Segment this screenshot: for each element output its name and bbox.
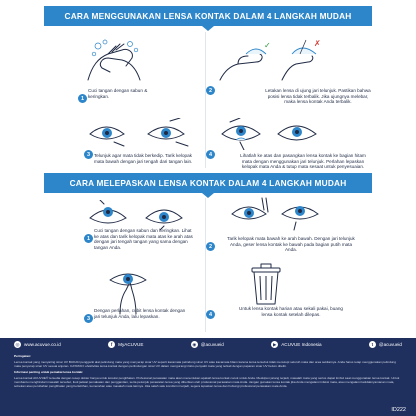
column-divider [205,198,206,332]
slide-lens-down-illustration [226,196,326,232]
fine-print-subheading: Informasi penting untuk pemakai lensa kontak: [14,370,84,374]
step-caption: Dengan perlahan, cubit lensa kontak dengan jari telunjuk Anda, lalu lepaskan. [94,308,186,319]
globe-icon: ◎ [15,341,20,347]
step-number-badge: 2 [206,86,215,95]
step-caption: Letakan lensa di ujung jari telunjuk. Pastikan bahwa posisi lensa tidak terbalik. Jika ujungnya melebar, maka lensa kontak Anda terbalik. [265,88,371,105]
insert-section-title [44,6,372,26]
step-caption: Cuci tangan dengan sabun dan keringkan. Lihat ke atas dan tarik kelopak mata atas ke arah atas dengan jari tengah tangan yang sama dengan tangan Anda. [94,228,193,250]
facebook-link[interactable]: f MyACUVUE [108,341,143,348]
twitter-icon: t [369,341,376,348]
lens-on-finger-illustration [216,36,326,82]
youtube-icon: ▶ [272,341,277,347]
svg-text:✓: ✓ [264,41,271,50]
svg-text:✗: ✗ [314,39,321,48]
banner-notch [202,26,214,31]
eye-look-up-illustration [84,200,194,230]
fine-print-paragraph: Lensa kontak ACUVUE® tersedia dengan resep dokter hanya untuk koreksi penglihatan. Profesional perawatan mata akan menentukan apakah lensa kontak cocok untuk Anda. Meskipun jarang terjadi, masalah mata yang serius dapat timbul saat menggunakan lensa kontak. Untuk membantu menghindari masalah tersebut, ikuti jadwal pemakaian dan penggantian, serta petunjuk perawatan lensa yang diberikan oleh profesional perawatan mata Anda. Jangan gunakan lensa kontak jika Anda mengalami infeksi mata, atau mengalami ketidaknyamanan mata, sobekan atau perubahan penglihatan yang berlebihan, kemerahan atau masalah mata lainnya. Jika salah satu kondisi ini terjadi, segera lepaskan lensa dan hubungi profesional perawatan mata Anda. [14,376,400,388]
step-number-badge: 3 [84,314,93,323]
step-number-badge: 1 [78,94,87,103]
step-caption: Untuk lensa kontak harian atau sekali pakai, buang lensa kontak setelah dilepas. [239,306,343,317]
remove-title-text: CARA MELEPASKAN LENSA KONTAK DALAM 4 LANGKAH MUDAH [69,178,347,188]
eye-lid-pull-illustration [84,118,194,148]
placing-lens-illustration [216,118,326,150]
step-caption: Cuci tangan dengan sabun & keringkan. [88,88,148,99]
column-divider [205,32,206,168]
twitter-link[interactable]: t @acuvueid [369,341,402,348]
step-number-badge: 1 [84,234,93,243]
youtube-link[interactable]: ▶ ACUVUE Indonesia [272,341,322,347]
step-number-badge: 4 [206,150,215,159]
fine-print [14,354,402,390]
facebook-icon: f [108,341,115,348]
website-link[interactable]: ◎ www.acuvue.co.id [15,341,61,347]
step-caption: Telunjuk agar mata tidak berkedip. Tarik kelopak mata bawah dengan jari tengah dari tangan lain. [94,153,193,164]
social-bar [14,339,402,350]
trash-bin-illustration [248,262,284,306]
document-code: ID222 [391,407,406,413]
fine-print-paragraph: Lensa kontak yang menyaring sinar UV BUKAN pengganti alat pelindung mata yang menyerap sinar UV seperti kacamata pelindung sinar UV atau kacamata hitam karena lensa tersebut tidak menutupi seluruh mata dan area sekitarnya. Anda harus tetap menggunakan pelindung mata penyerap sinar UV sesuai anjuran. CATATAN: efektivitas lensa kontak dengan perlindungan sinar UV dalam mengurangi risiko penyakit mata yang terkait dengan paparan sinar UV belum diteliti. [14,360,396,368]
step-number-badge: 4 [206,310,215,319]
fine-print-heading: Peringatan: [14,354,32,358]
step-caption: Tarik kelopak mata bawah ke arah bawah. Dengan jari telunjuk Anda, geser lensa kontak ke bawah pada bagian putih mata Anda. [227,236,355,253]
instagram-icon: ◉ [192,341,197,347]
remove-section-title [44,173,372,193]
insert-title-text: CARA MENGGUNAKAN LENSA KONTAK DALAM 4 LANGKAH MUDAH [64,11,352,21]
step-number-badge: 2 [206,242,215,251]
step-number-badge: 3 [84,150,93,159]
step-caption: Lihatlah ke atas dan pasangkan lensa kontak ke bagian hitam mata dengan menggunakan jari telunjuk. Perlahan lepaskan kelopak mata Anda & tutup mata sesaat untuk penyesuaian. [240,153,366,170]
instagram-link[interactable]: ◉ @acuvueid [192,341,224,347]
washing-hands-illustration [78,36,150,86]
banner-notch [202,193,214,198]
